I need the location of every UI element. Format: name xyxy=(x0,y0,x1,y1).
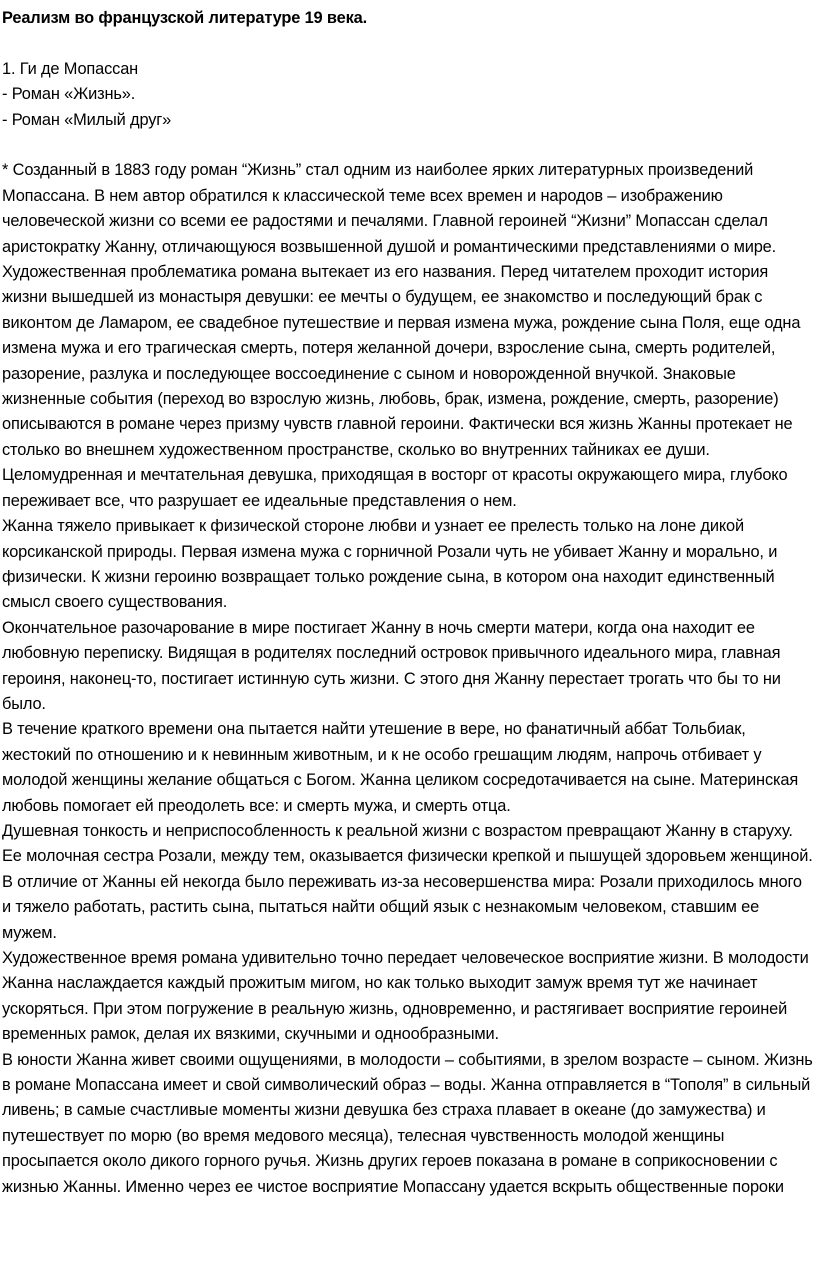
blank-line xyxy=(2,31,816,56)
author-heading: 1. Ги де Мопассан xyxy=(2,59,139,78)
document-title: Реализм во французской литературе 19 века. xyxy=(2,9,368,27)
body-paragraph: Душевная тонкость и неприспособленность к реальной жизни с возрастом превращают Жанну в старуху. Ее молочная сестра Розали, между тем, оказывается физически крепкой и пышущей здоровьем женщиной. В отличие от Жанны ей некогда было переживать из-за несовершенства мира: Розали приходилось много и тяжело работать, растить сына, пытаться найти общий язык с незнакомым человеком, ставшим ее мужем. xyxy=(2,821,813,942)
body-paragraph: В течение краткого времени она пытается найти утешение в вере, но фанатичный аббат Тольбиак, жестокий по отношению и к невинным животным, и к не особо грешащим людям, напрочь отбивает у молодой женщины желание общаться с Богом. Жанна целиком сосредотачивается на сыне. Материнская любовь помогает ей преодолеть все: и смерть мужа, и смерть отца. xyxy=(2,720,799,815)
body-paragraph: Жанна тяжело привыкает к физической стороне любви и узнает ее прелесть только на лоне дикой корсиканской природы. Первая измена мужа с горничной Розали чуть не убивает Жанну и морально, и физически. К жизни героиню возвращает только рождение сына, в котором она находит единственный смысл своего существования. xyxy=(2,517,778,612)
body-paragraph: Целомудренная и мечтательная девушка, приходящая в восторг от красоты окружающего мира, глубоко переживает все, что разрушает ее идеальные представления о нем. xyxy=(2,466,788,510)
work-item: - Роман «Милый друг» xyxy=(2,110,172,129)
work-item: - Роман «Жизнь». xyxy=(2,85,136,104)
body-paragraph: Художественное время романа удивительно точно передает человеческое восприятие жизни. В молодости Жанна наслаждается каждый прожитым мигом, но как только выходит замуж время тут же начинает ускоряться. При этом погружение в реальную жизнь, одновременно, и растягивает восприятие героиней временных рамок, делая их вязкими, скучными и однообразными. xyxy=(2,949,809,1044)
blank-line xyxy=(2,133,816,158)
body-paragraph: Окончательное разочарование в мире постигает Жанну в ночь смерти матери, когда она находит ее любовную переписку. Видящая в родителях последний островок привычного идеального мира, главная героиня, наконец-то, постигает истинную суть жизни. С этого дня Жанну перестает трогать что бы то ни было. xyxy=(2,618,781,713)
body-paragraph: В юности Жанна живет своими ощущениями, в молодости – событиями, в зрелом возрасте – сыном. Жизнь в романе Мопассана имеет и свой символический образ – воды. Жанна отправляется в “Тополя” в сильный ливень; в самые счастливые моменты жизни девушка без страха плавает в океане (до замужества) и путешествует по морю (во время медового месяца), телесная чувственность молодой женщины просыпается около дикого горного ручья. Жизнь других героев показана в романе в соприкосновении с жизнью Жанны. Именно через ее чистое восприятие Мопассану удается вскрыть общественные пороки xyxy=(2,1050,813,1196)
body-paragraph: * Созданный в 1883 году роман “Жизнь” стал одним из наиболее ярких литературных произведений Мопассана. В нем автор обратился к классической теме всех времен и народов – изображению человеческой жизни со всеми ее радостями и печалями. Главной героиней “Жизни” Мопассан сделал аристократку Жанну, отличающуюся возвышенной душой и романтическими представлениями о мире. Художественная проблематика романа вытекает из его названия. Перед читателем проходит история жизни вышедшей из монастыря девушки: ее мечты о будущем, ее знакомство и последующий брак с виконтом де Ламаром, ее свадебное путешествие и первая измена мужа, рождение сына Поля, еще одна измена мужа и его трагическая смерть, потеря желанной дочери, взросление сына, смерть родителей, разорение, разлука и последующее воссоединение с сыном и новорожденной внучкой. Знаковые жизненные события (переход во взрослую жизнь, любовь, брак, измена, рождение, смерть, разорение) описываются в романе через призму чувств главной героини. Фактически вся жизнь Жанны протекает не столько во внешнем художественном пространстве, сколько во внутренних тайниках ее души. xyxy=(2,161,801,459)
